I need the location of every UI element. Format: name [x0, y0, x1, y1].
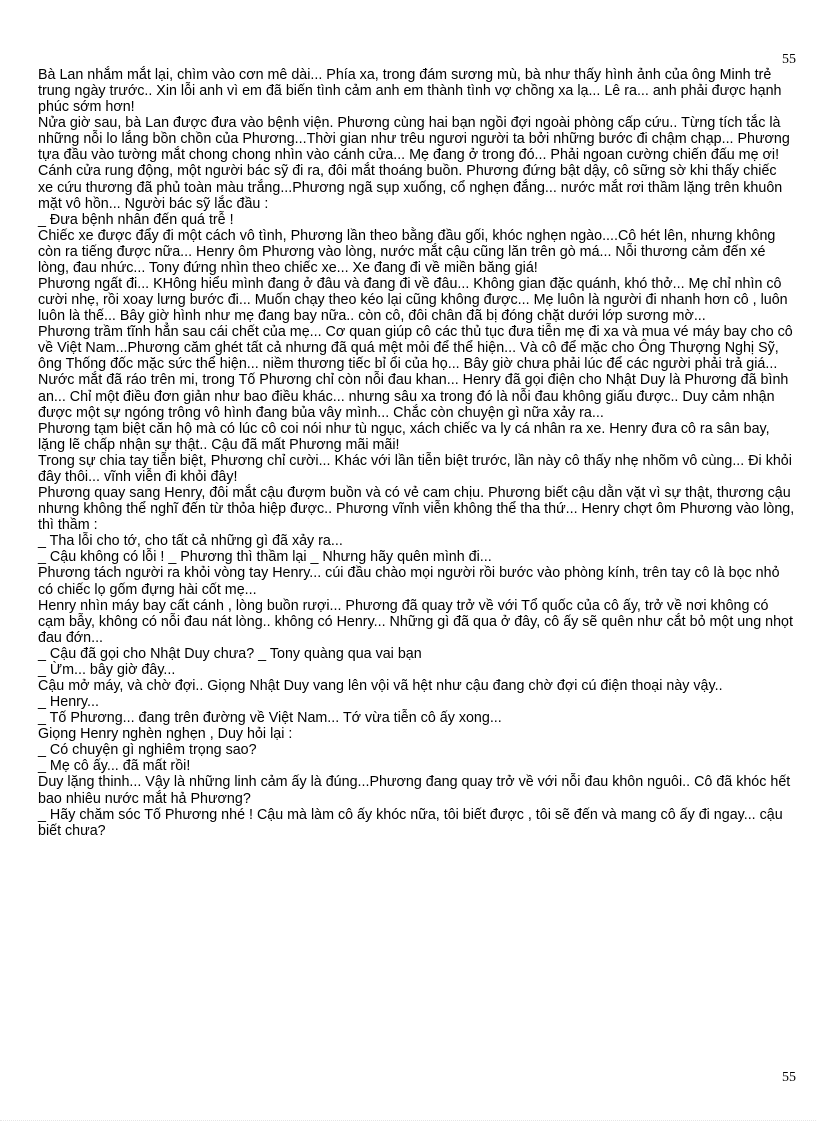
paragraph: Trong sự chia tay tiễn biệt, Phương chỉ cười... Khác với lần tiễn biệt trước, lần này cô thấy nhẹ nhõm vô cùng... Đi khỏi đây thôi... vĩnh viễn đi khỏi đây!: [38, 452, 792, 485]
dialogue-line: _ Tố Phương... đang trên đường về Việt Nam... Tớ vừa tiễn cô ấy xong...: [38, 710, 502, 727]
paragraph: Phương tách người ra khỏi vòng tay Henry... cúi đầu chào mọi người rồi bước vào phòng kính, trên tay cô là bọc nhỏ có chiếc lọ gốm đựng hài cốt mẹ...: [38, 565, 780, 598]
dialogue-line: _ Mẹ cô ấy... đã mất rồi!: [38, 758, 191, 775]
paragraph: Phương ngất đi... KHông hiểu mình đang ở đâu và đang đi về đâu... Không gian đặc quánh, khó thở... Mẹ chỉ nhìn cô cười nhẹ, rồi xoay lưng bước đi... Muốn chạy theo kéo lại cũng không được... Mẹ luôn là người đi nhanh hơn cô , luôn luôn là thế... Bây giờ hình như mẹ đang bay nữa.. còn cô, đôi chân đã bị đóng chặt dưới lớp sương mờ...: [38, 276, 788, 325]
dialogue-line: _ Cậu đã gọi cho Nhật Duy chưa? _ Tony quàng qua vai bạn: [38, 645, 422, 662]
paragraph: Chiếc xe được đẩy đi một cách vô tình, Phương lần theo bằng đầu gối, khóc nghẹn ngào....Cô hét lên, nhưng không còn ra tiếng được nữa... Henry ôm Phương vào lòng, nước mắt cậu cũng lăn trên gò má... Nỗi thương cảm đến xé lòng, đau nhức... Tony đứng nhìn theo chiếc xe... Xe đang đi về miền băng giá!: [38, 227, 776, 276]
page-number-bottom: 55: [782, 1070, 796, 1085]
paragraph: Duy lặng thinh... Vậy là những linh cảm ấy là đúng...Phương đang quay trở về với nỗi đau khôn nguôi.. Cô đã khóc hết bao nhiêu nước mắt hả Phương?: [38, 774, 791, 807]
dialogue-line: _ Cậu không có lỗi ! _ Phương thì thầm lại _ Nhưng hãy quên mình đi...: [38, 549, 492, 566]
dialogue-line: _ Ừm... bây giờ đây...: [38, 661, 176, 678]
paragraph: Nửa giờ sau, bà Lan được đưa vào bệnh viện. Phương cùng hai bạn ngồi đợi ngoài phòng cấp cứu.. Từng tích tắc là những nỗi lo lắng bồn chồn của Phương...Thời gian như trêu ngươi người ta bởi những bước đi chậm chạp... Phương tựa đầu vào tường mắt chong chong nhìn vào cánh cửa... Mẹ đang ở trong đó... Phải ngoan cường chiến đấu mẹ ơi!: [38, 115, 790, 164]
dialogue-line: _ Hãy chăm sóc Tố Phương nhé ! Cậu mà làm cô ấy khóc nữa, tôi biết được , tôi sẽ đến và mang cô ấy đi ngay... cậu biết chưa?: [38, 806, 783, 839]
page-bottom-divider: [0, 1120, 816, 1121]
dialogue-line: _ Có chuyện gì nghiêm trọng sao?: [38, 742, 257, 759]
dialogue-line: _ Tha lỗi cho tớ, cho tất cả những gì đã xảy ra...: [38, 533, 343, 550]
dialogue-line: _ Đưa bệnh nhân đến quá trễ !: [38, 211, 234, 228]
paragraph: Phương trầm tĩnh hẳn sau cái chết của mẹ... Cơ quan giúp cô các thủ tục đưa tiễn mẹ đi xa và mua vé máy bay cho cô về Việt Nam...Phương căm ghét tất cả nhưng đã quá mệt mỏi để thể hiện... Và cô để mặc cho Ông Thượng Nghị Sỹ, ông Thống đốc mặc sức thể hiện... niềm thương tiếc bỉ ổi của họ... Bây giờ chưa phải lúc để các người phải trả giá...: [38, 324, 793, 373]
paragraph: Phương quay sang Henry, đôi mắt cậu đượm buồn và có vẻ cam chịu. Phương biết cậu dằn vặt vì sự thật, thương cậu nhưng không thể nghĩ đến từ thỏa hiệp được.. Phương vĩnh viễn không thể tha thứ... Henry chợt ôm Phương vào lòng, thì thầm :: [38, 485, 795, 534]
paragraph: Cánh cửa rung động, một người bác sỹ đi ra, đôi mắt thoáng buồn. Phương đứng bật dậy, cô sững sờ khi thấy chiếc xe cứu thương đã phủ toàn màu trắng...Phương ngã sụp xuống, cổ nghẹn đắng... nước mắt rơi thầm lặng trên khuôn mặt vô hồn... Người bác sỹ lắc đầu :: [38, 163, 783, 212]
dialogue-line: _ Henry...: [38, 694, 99, 711]
paragraph: Nước mắt đã ráo trên mi, trong Tố Phương chỉ còn nỗi đau khan... Henry đã gọi điện cho Nhật Duy là Phương đã bình an... Chỉ một điều đơn giản như bao điều khác... nhưng sâu xa trong đó là nỗi đau không giấu được.. Duy cảm nhận được một sự ngóng trông vô hình đang bủa vây mình... Chắc còn chuyện gì nữa xảy ra...: [38, 372, 789, 421]
paragraph: Giọng Henry nghèn nghẹn , Duy hỏi lại :: [38, 726, 293, 743]
paragraph: Henry nhìn máy bay cất cánh , lòng buồn rượi... Phương đã quay trở về với Tổ quốc của cô ấy, trở về nơi không có cạm bẫy, không có nỗi đau nát lòng.. không có Henry... Những gì đã qua ở đây, cô ấy sẽ quên như cắt bỏ một ung nhọt đau đớn...: [38, 597, 793, 646]
paragraph: Cậu mở máy, và chờ đợi.. Giọng Nhật Duy vang lên vội vã hệt như cậu đang chờ đợi cú điện thoại này vậy..: [38, 677, 723, 694]
paragraph: Bà Lan nhắm mắt lại, chìm vào cơn mê dài... Phía xa, trong đám sương mù, bà như thấy hình ảnh của ông Minh trẻ trung ngày trước.. Xin lỗi anh vì em đã biến tình cảm anh em thành tình vợ chồng xa lạ... Lê ra... anh phải được hạnh phúc sớm hơn!: [38, 67, 782, 116]
paragraph: Phương tạm biệt căn hộ mà có lúc cô coi nói như tù ngục, xách chiếc va ly cá nhân ra xe. Henry đưa cô ra sân bay, lặng lẽ chấp nhận sự thật.. Cậu đã mất Phương mãi mãi!: [38, 420, 770, 453]
page-number-top: 55: [782, 52, 796, 67]
story-body: [38, 67, 795, 839]
